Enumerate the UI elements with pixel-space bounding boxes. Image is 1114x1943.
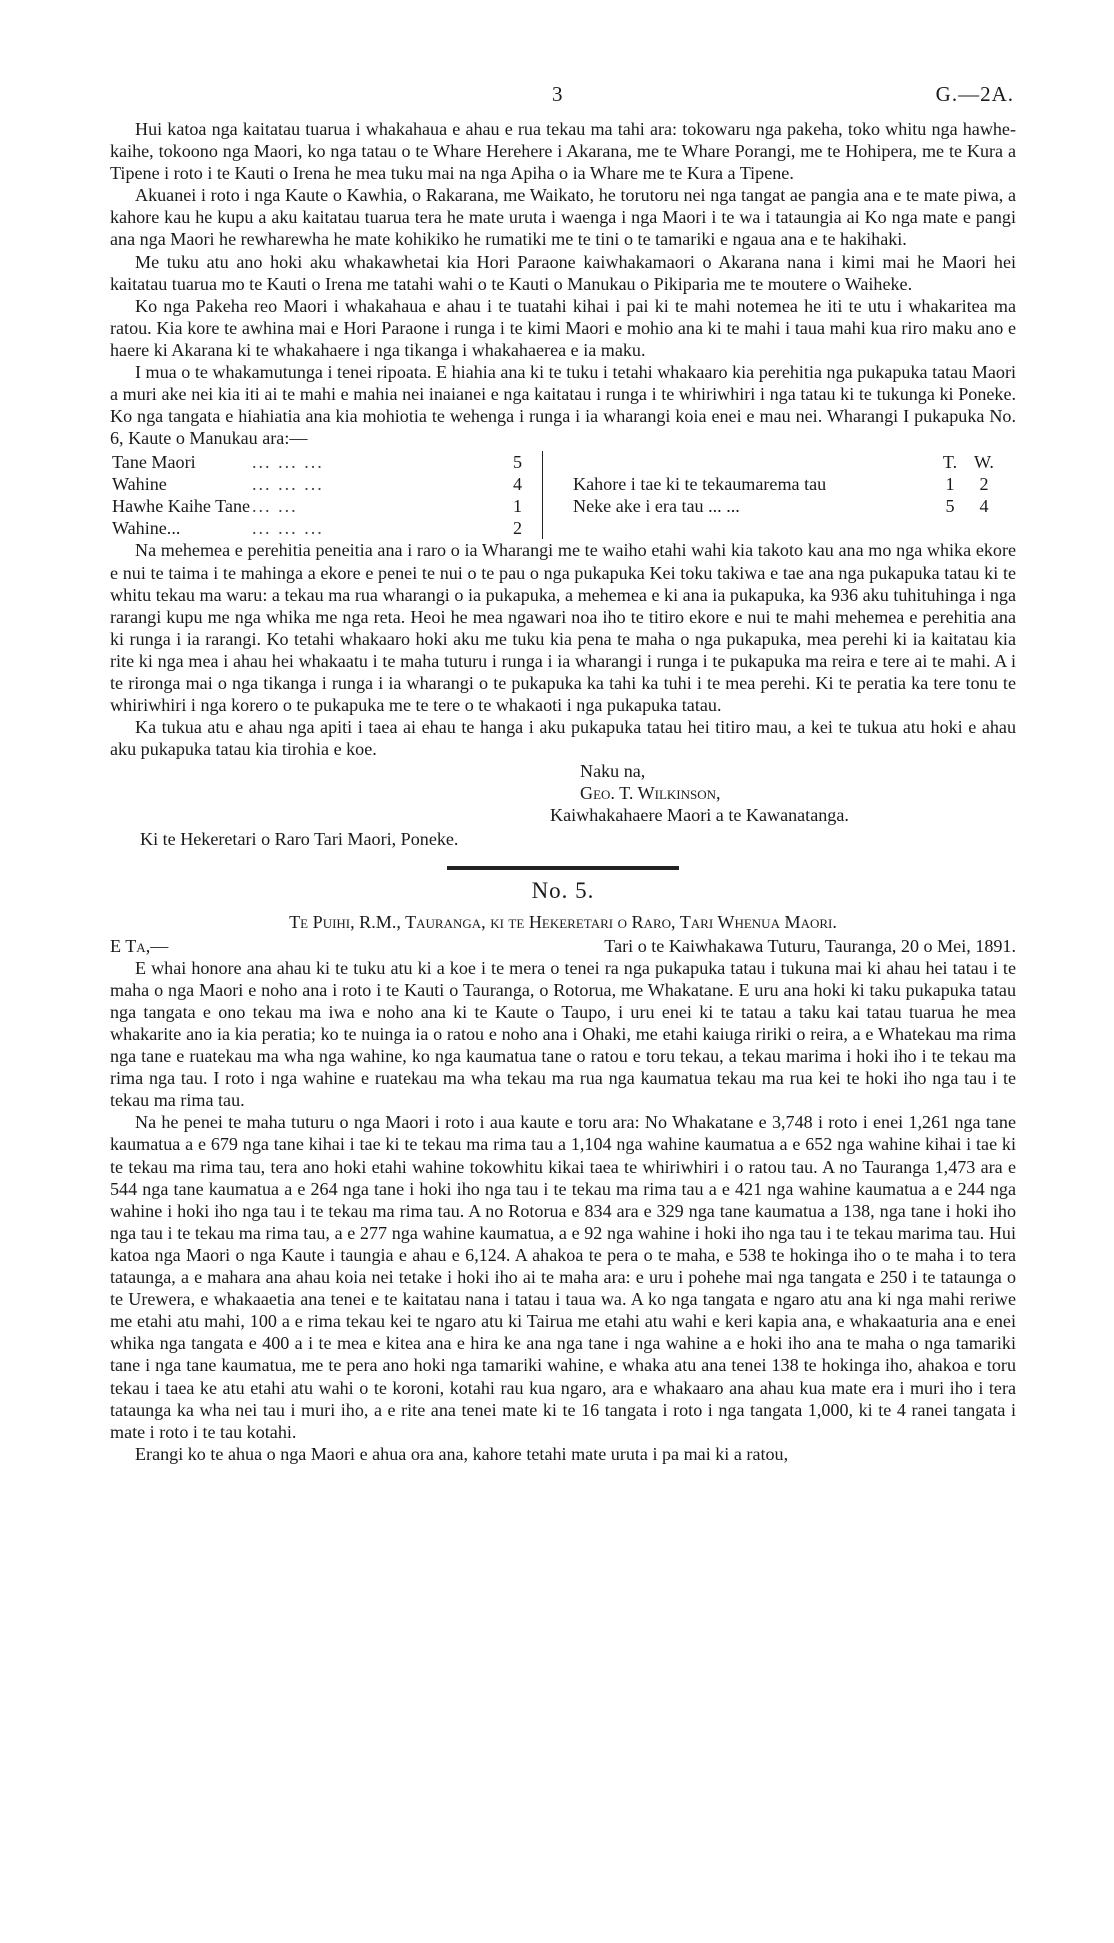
leader-dots: ... ... ... — [252, 452, 324, 473]
table-row — [112, 473, 542, 495]
row-value: 5 — [512, 452, 522, 473]
section-subtitle: Te Puihi, R.M., Tauranga, ki te Hekeretari o Raro, Tari Whenua Maori. — [289, 911, 837, 932]
row-label: Wahine — [112, 474, 167, 495]
document-body — [110, 118, 1016, 1465]
paragraph: I mua o te whakamutunga i tenei ripoata. E hiahia ana ki te tuku i tetahi whakaaro kia perehitia nga pukapuka tatau Maori a muri ake nei kia iti ai te mahi e mahia nei inaianei e nga kaitatau i runga i te whiriwhiri i nga tatau ki te tukunga ki Poneke. Ko nga tangata e hiahiatia ana kia mohiotia te wehenga i runga i ia wharangi koia enei e mau nei. Wharangi I pukapuka No. 6, Kaute o Manukau ara:— — [110, 362, 1016, 449]
table-right-column — [543, 451, 1016, 539]
paragraph: Na mehemea e perehitia peneitia ana i raro o ia Wharangi me te waiho etahi wahi kia takoto kau ana mo nga whika ekore e nui te taima i te mahinga a ekore e penei te nui o te pau o nga pukapuka Kei toku takiwa e tae ana nga pukapuka tatau ki te whitu tekau ma waru: a tekau ma rua wharangi o ia pukapuka, a mehemea e ki ana ia pukapuka, ka 936 aku tuhituhinga i nga rarangi kupu me nga whika me nga reta. Heoi he mea ngawari noa iho te titiro ekore e nui te mahi mehemea e perehitia ana ki runga i ia rarangi. Ko tetahi whakaaro hoki aku me tuku kia pena te maha o nga pukapuka, mea perehi ki ia kaitatau kia rite ki nga mea i ahau hei whakaatu i te maha tuturu i runga i ia wharangi i runga i te pukapuka ma reira e tere ai te mahi. A i te rironga mai o nga tikanga i runga i ia wharangi o te pukapuka ka tahi ka tuhi i te mea perehi. Ki te peratia ka tere tonu te whiriwhiri i nga korero o te pukapuka me te tere o te whakaoti i nga pukapuka tatau. — [110, 540, 1016, 716]
salutation-line — [110, 935, 1016, 957]
signature-block — [550, 760, 1016, 826]
signature-title: Kaiwhakahaere Maori a te Kawanatanga. — [550, 805, 849, 826]
section-title: No. 5. — [531, 878, 595, 904]
row-value-w: 2 — [979, 474, 989, 495]
page-number: 3 — [552, 82, 563, 106]
dateline: Tari o te Kaiwhakawa Tuturu, Tauranga, 20 o Mei, 1891. — [604, 935, 1016, 956]
row-value-t: 5 — [945, 496, 955, 517]
row-label: Hawhe Kaihe Tane — [112, 496, 251, 517]
row-value-w: 4 — [979, 496, 989, 517]
paragraph: Me tuku atu ano hoki aku whakawhetai kia Hori Paraone kaiwhakamaori o Akarana nana i kimi mai he Maori hei kaitatau tuarua mo te Kauti o Irena me tatahi wahi o te Kauti o Manukau o Pikiparia me te moutere o Waiheke. — [110, 251, 1016, 294]
signature-name: Geo. T. Wilkinson, — [580, 783, 721, 804]
paragraph: Hui katoa nga kaitatau tuarua i whakahaua e ahau e rua tekau ma tahi ara: tokowaru nga pakeha, toko whitu nga hawhe-kaihe, tokoono nga Maori, ko nga tatau o te Whare Herehere i Akarana, me te Whare Porangi, me te Hohipera, me te Kura a Tipene i roto i te Kauti o Irena he mea tuku mai na nga Apiha o ia Whare me te Kura a Tipene. — [110, 119, 1016, 184]
leader-dots: ... ... — [252, 496, 298, 517]
table-row — [112, 451, 542, 473]
salutation: E Ta,— — [110, 935, 169, 956]
leader-dots: ... ... ... — [252, 518, 324, 539]
row-value: 4 — [512, 474, 522, 495]
row-label: Neke ake i era tau ... ... — [573, 496, 740, 517]
paragraph: Na he penei te maha tuturu o nga Maori i roto i aua kaute e toru ara: No Whakatane e 3,748 i roto i enei 1,261 nga tane kaumatua a e 679 nga tane kihai i tae ki te tekau ma rima tau a 1,104 nga wahine kaumatua a e 652 nga wahine kihai i tae ki te tekau ma rima tau, tera ano hoki etahi wahine tokowhitu kikai taea te whiriwhiri i o ratou tau. A no Tauranga 1,473 ara e 544 nga tane kaumatua a e 264 nga tane i hoki iho nga tau i te tekau ma rima tau a e 421 nga wahine kaumatua a e 244 nga wahine i hoki iho nga tau i te tekau ma rima tau. A no Rotorua e 834 ara e 329 nga tane kaumatua a 138, nga tane i hoki iho nga tau i te tekau ma rima tau, a e 277 nga wahine kaumatua, a e 92 nga wahine i hoki iho nga tau i te tekau marima tau. Hui katoa nga Maori o nga Kaute i taungia e ahau e 6,124. A ahakoa te pera o te maha, e 538 te hokinga iho o te maha i to tera tataunga, a e mahara ana ahau koia nei tetake i hoki iho ai te maha ara: e uru i pohehe mai nga tangata e 250 i te tataunga o te Urewera, e whakaaetia ana tenei e te kaitatau nana i tatau i taua wa. A ko nga tangata e ngaro atu ana ki nga mahi reriwe me etahi atu mahi, 100 a e rima tekau kei te ngaro atu ki Tairua me etahi atu wahi e keri kapia ana, e whakaaturia ana e enei whika nga tangata e 400 a i te mea e kitea ana e hira ke ana nga tane i nga wahine a e hoki iho ana te maha o nga tamariki tane i nga tane kaumatua, me te pera ano hoki nga tamariki wahine, e whaka atu ana tenei 138 te hokinga iho, ahakoa e toru tekau i taea ke atu etahi atu wahi o te koroni, kotahi rau kua ngaro, ara e whakaaro ana ahau kua mate era i muri iho i tera tataunga ka wha nei tau i muri iho, a e rite ana tenei mate ki te 16 tangata i roto i nga tangata 1,000, ki te 4 ranei tangata i mate i roto i te tau kotahi. — [110, 1112, 1016, 1442]
table-row — [573, 473, 1016, 495]
column-header-w: W. — [974, 452, 994, 473]
table-row — [573, 495, 1016, 517]
row-label: Tane Maori — [112, 452, 196, 473]
row-value: 1 — [512, 496, 522, 517]
addressee: Ki te Hekeretari o Raro Tari Maori, Poneke. — [140, 829, 459, 850]
table-row — [112, 517, 542, 539]
section-divider — [447, 866, 679, 870]
table-left-column — [110, 451, 543, 539]
paragraph: Akuanei i roto i nga Kaute o Kawhia, o Rakarana, me Waikato, he torutoru nei nga tangat ae pangia ana e te mate piwa, a kahore kau he kupu a aku kaitatau tuarua tera he mate uruta i waenga i nga Maori i te wa i tataungia ai Ko nga mate e pangi ana nga Maori he rewharewha he mate kohikiko he rumatiki me te tini o te tamariki e ngaua ana e te hakihaki. — [110, 185, 1016, 250]
row-label: Kahore i tae ki te tekaumarema tau — [573, 474, 827, 495]
signature-closing: Naku na, — [580, 761, 646, 782]
row-label: Wahine... — [112, 518, 181, 539]
census-table — [110, 451, 1016, 539]
table-row — [112, 495, 542, 517]
row-value: 2 — [512, 518, 522, 539]
column-header-t: T. — [942, 452, 958, 473]
table-header-row — [573, 451, 1016, 473]
row-value-t: 1 — [945, 474, 955, 495]
document-code: G.—2A. — [935, 82, 1014, 106]
leader-dots: ... ... ... — [252, 474, 324, 495]
paragraph: Ka tukua atu e ahau nga apiti i taea ai ehau te hanga i aku pukapuka tatau hei titiro mau, a kei te tukua atu hoki e ahau aku pukapuka tatau kia tirohia e koe. — [110, 717, 1016, 760]
paragraph: Erangi ko te ahua o nga Maori e ahua ora ana, kahore tetahi mate uruta i pa mai ki a ratou, — [135, 1443, 789, 1464]
paragraph: Ko nga Pakeha reo Maori i whakahaua e ahau i te tuatahi kihai i pai ki te mahi notemea he iti te utu i whakaritea ma ratou. Kia kore te awhina mai e Hori Paraone i runga i te kimi Maori e mohio ana ki te mahi i taua mahi kua riro maku ano e haere ki Akarana ki te whakahaere i nga tikanga i whakahaerea e ia maku. — [110, 295, 1016, 360]
paragraph: E whai honore ana ahau ki te tuku atu ki a koe i te mera o tenei ra nga pukapuka tatau i tukuna mai ki ahau hei tatau i te maha o nga Maori e noho ana i roto i te Kauti o Tauranga, o Rotorua, me Whakatane. E uru ana hoki ki taku pukapuka tatau nga tangata e ono tekau ma iwa e noho ana ki te Kaute o Taupo, i uru enei ki te tatau a taku kai tatau tuarua he mea whakarite ano ia kia peratia; ko te nuinga ia o ratou e noho ana i Ohaki, me etahi kaiuga ririki o reira, a e Whatekau ma rima nga tane e ruatekau ma wha nga wahine, ko nga kaumatua tane o ratou e toru tekau, a tekau marima i hoki iho i te tekau ma rima nga tau. I roto i nga wahine e ruatekau ma wha tekau ma rua nga kaumatua tekau ma rua kei te hoki iho nga tau i te tekau ma rima tau. — [110, 957, 1016, 1111]
